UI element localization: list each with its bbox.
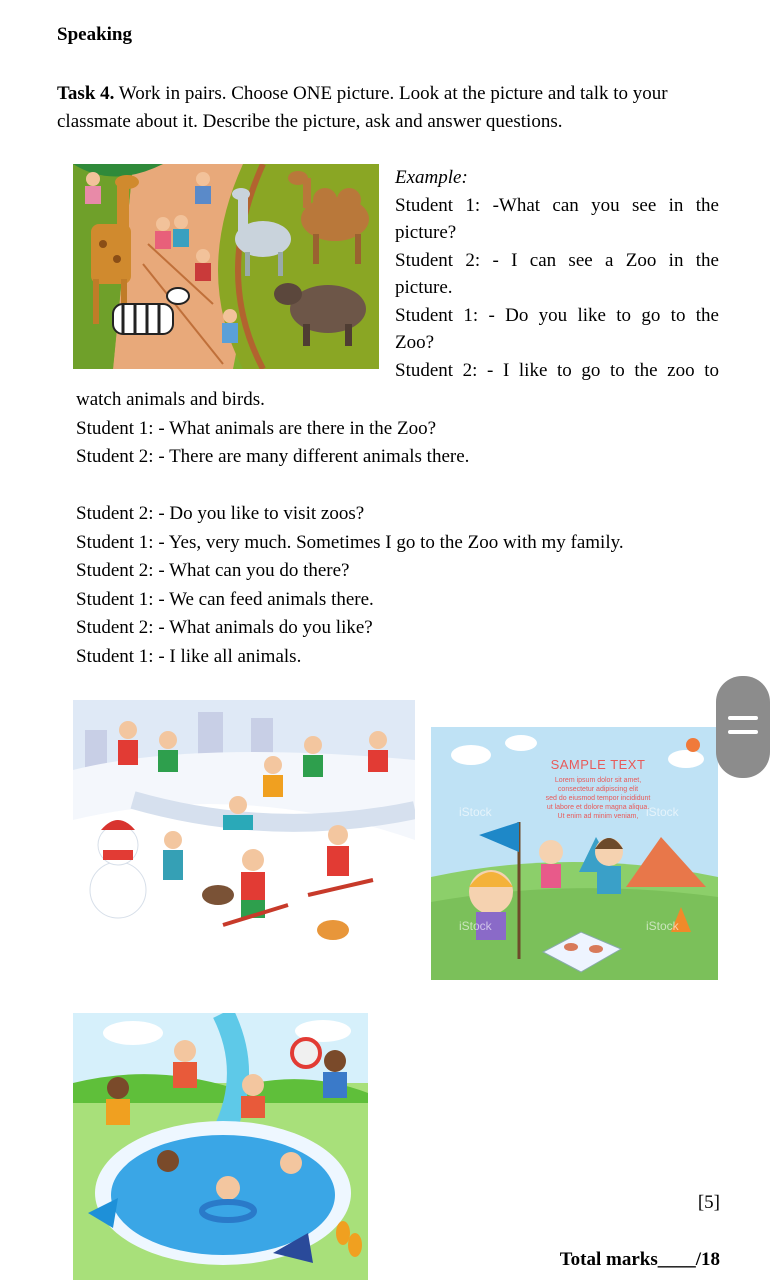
lorem-line: Ut enim ad minim veniam, <box>557 813 639 820</box>
lorem-line: Lorem ipsum dolor sit amet, <box>554 777 642 784</box>
lorem-line: consectetur adipiscing elit <box>557 786 639 793</box>
dialog-line: Student 1: - What animals are there in the Zoo? <box>76 417 437 439</box>
example-dialog <box>395 164 719 384</box>
watermark: iStock <box>459 919 492 933</box>
example-line: Student 2: - I can see a Zoo in the <box>395 249 719 271</box>
dialog-line: Student 1: - I like all animals. <box>76 645 302 667</box>
watermark: iStock <box>646 805 679 819</box>
example-line: Zoo? <box>395 332 435 353</box>
sample-text-title: SAMPLE TEXT <box>550 757 646 772</box>
watermark: iStock <box>646 919 679 933</box>
handle-grip-icon <box>728 716 758 720</box>
camping-picture <box>431 727 718 980</box>
pool-picture <box>73 1013 368 1280</box>
dialog-line: Student 1: - Yes, very much. Sometimes I go to the Zoo with my family. <box>76 531 624 553</box>
task-instruction <box>57 80 720 136</box>
dialog-line: watch animals and birds. <box>76 389 265 410</box>
dialog-line: Student 2: - What can you do there? <box>76 560 350 581</box>
example-label: Example: <box>395 167 468 188</box>
dialog-continuation <box>76 386 726 671</box>
total-marks: Total marks____/18 <box>559 1249 720 1270</box>
dialog-line: Student 2: - What animals do you like? <box>76 617 373 638</box>
dialog-line: Student 1: - We can feed animals there. <box>76 588 374 610</box>
lorem-line: ut labore et dolore magna aliqua. <box>546 804 650 811</box>
example-line: picture? <box>395 222 457 243</box>
section-heading: Speaking <box>57 24 132 45</box>
zoo-picture <box>73 164 379 369</box>
handle-grip-icon <box>728 730 758 734</box>
dialog-line: Student 2: - Do you like to visit zoos? <box>76 503 365 524</box>
task-label: Task 4. <box>57 83 115 104</box>
winter-picture <box>73 700 415 959</box>
example-line: picture. <box>395 277 453 298</box>
example-line: Student 1: -What can you see in the <box>395 194 719 216</box>
lorem-line: sed do eiusmod tempor incididunt <box>545 795 651 802</box>
scrollbar-handle[interactable] <box>716 676 770 778</box>
watermark: iStock <box>459 805 492 819</box>
task-marks: [5] <box>697 1192 720 1213</box>
task-text: Work in pairs. Choose ONE picture. Look at the picture and talk to your classmate about it. Describe the picture, ask and answer questions. <box>57 83 668 132</box>
dialog-line: Student 2: - There are many different animals there. <box>76 446 470 467</box>
example-line: Student 1: - Do you like to go to the <box>395 304 719 326</box>
example-line: Student 2: - I like to go to the zoo to <box>395 359 719 381</box>
